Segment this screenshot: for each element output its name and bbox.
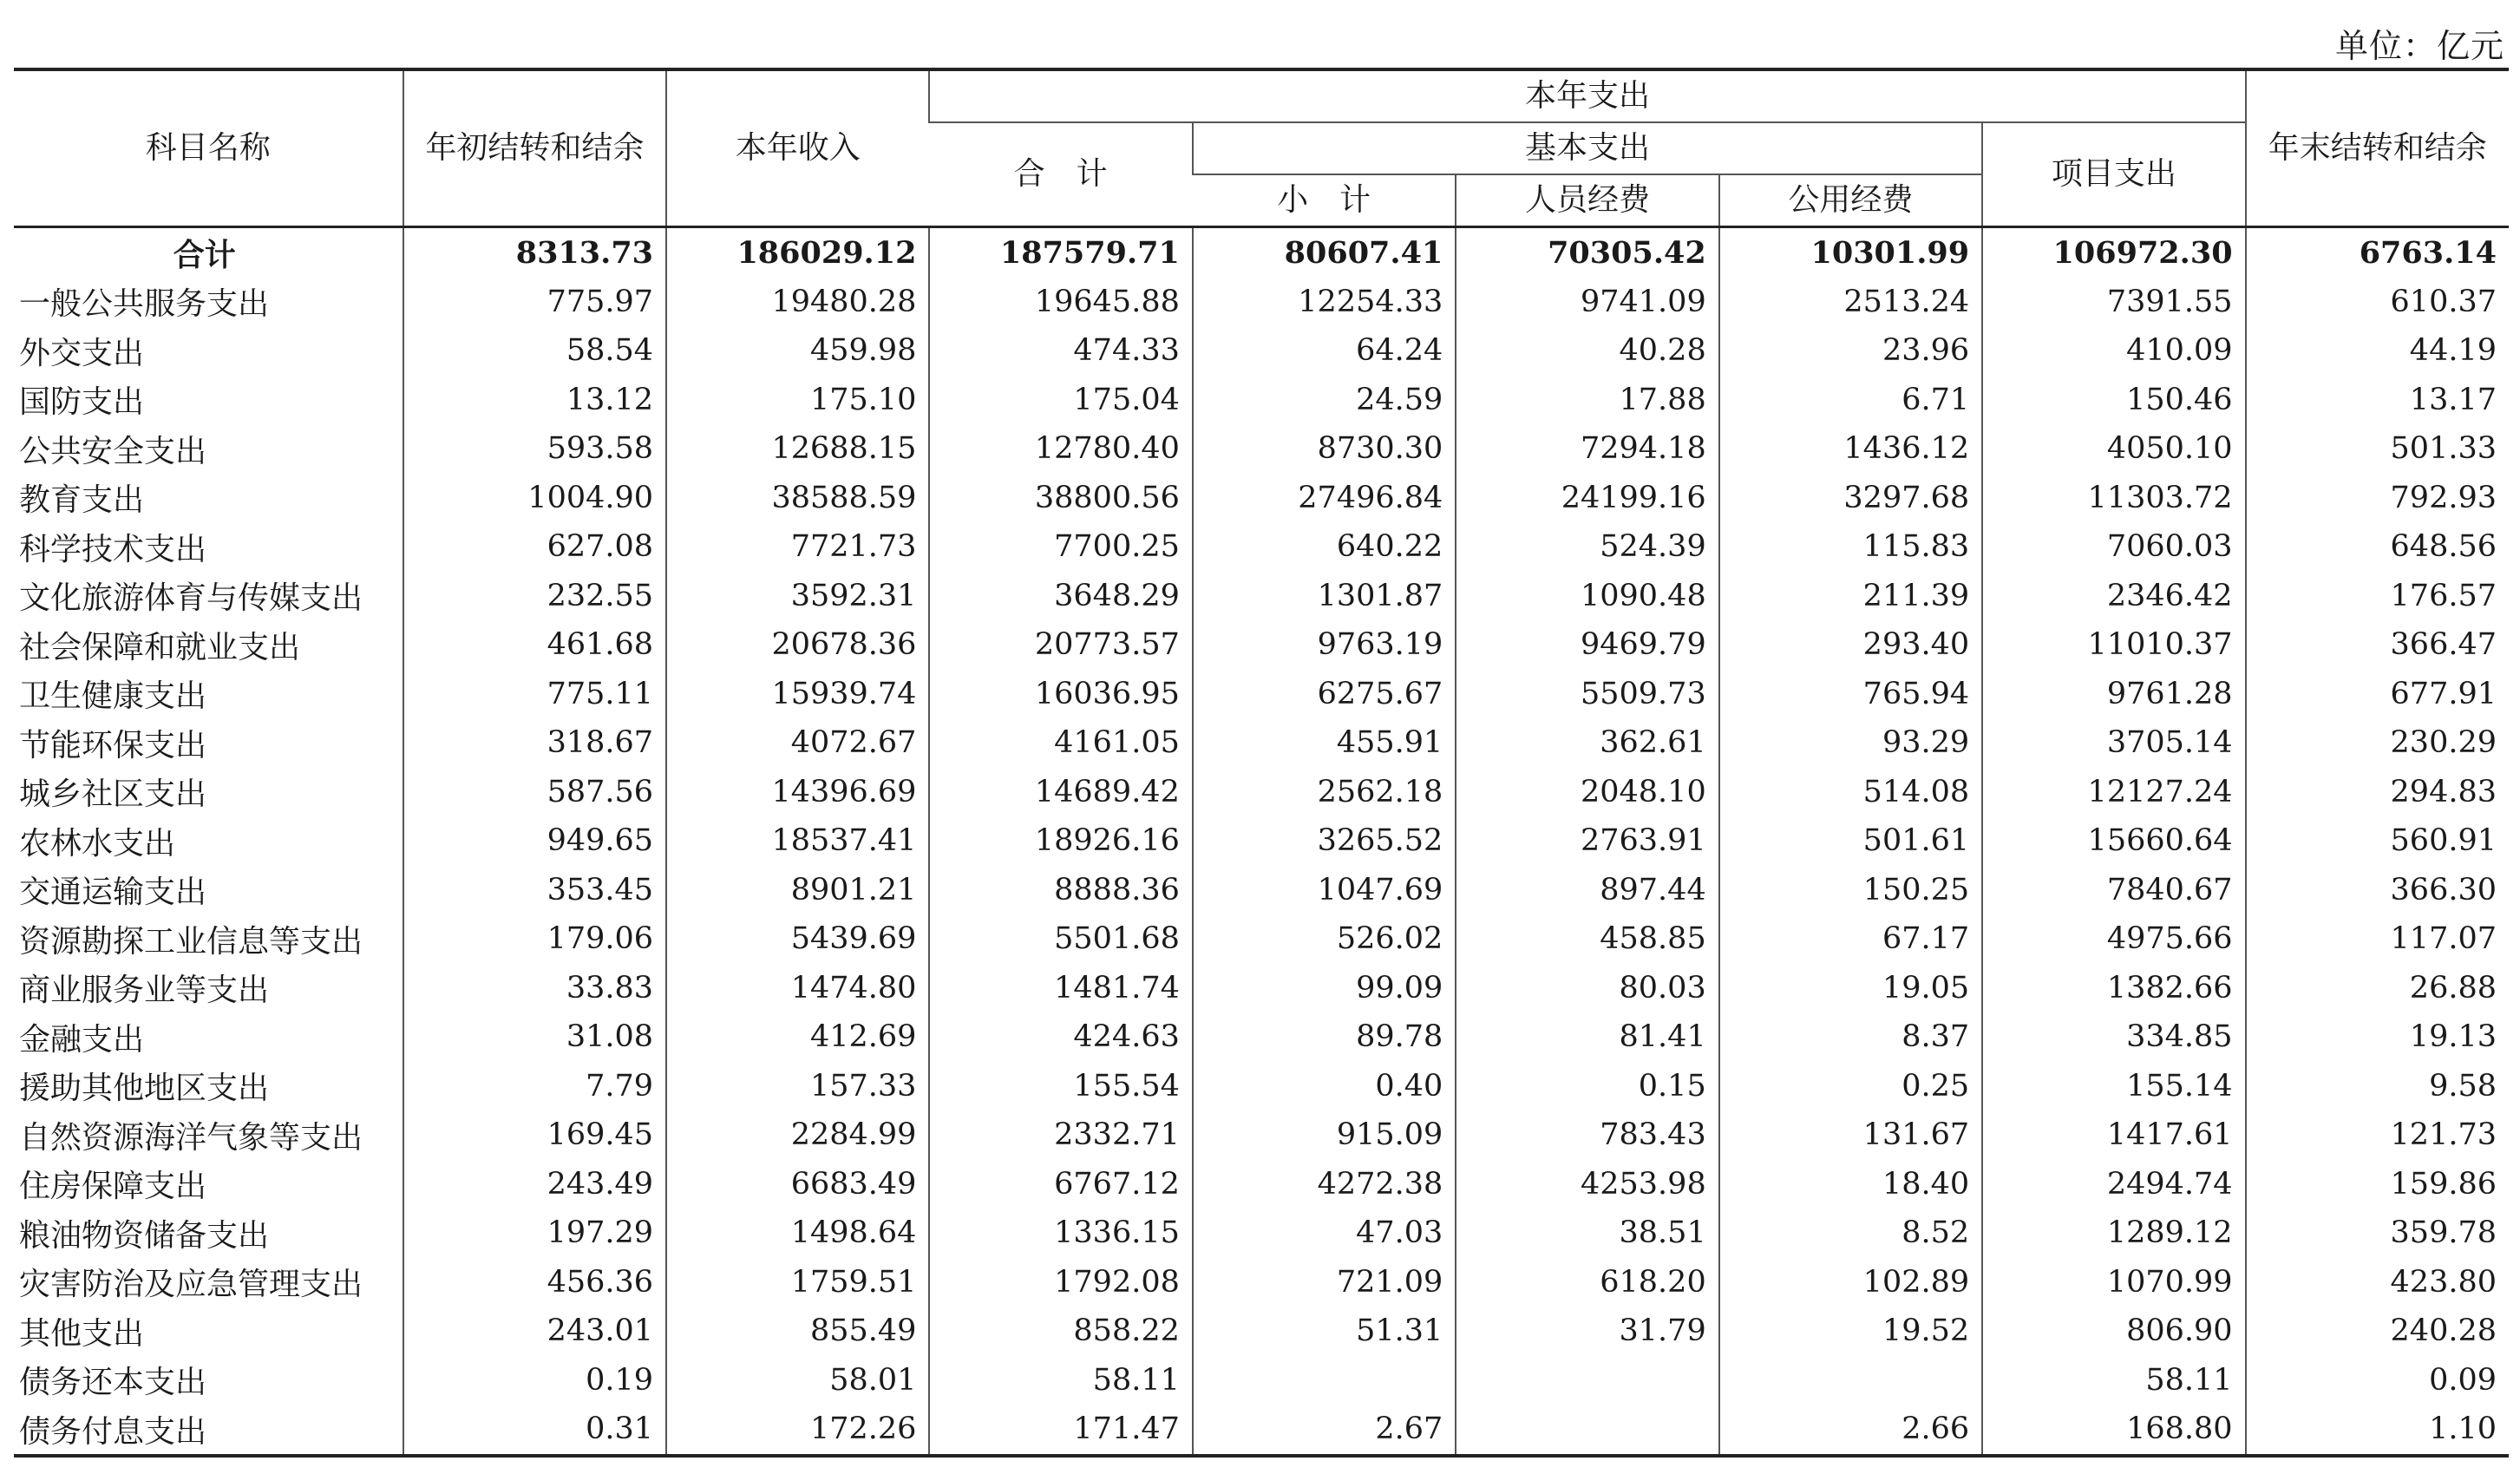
cell-subtotal: 27496.84 xyxy=(1193,474,1456,523)
cell-public: 19.52 xyxy=(1719,1307,1982,1356)
row-label: 金融支出 xyxy=(19,1021,145,1058)
cell-income: 1498.64 xyxy=(666,1209,929,1258)
cell-project: 9761.28 xyxy=(1982,670,2245,719)
cell-begin-balance: 1004.90 xyxy=(403,474,666,523)
cell-project: 3705.14 xyxy=(1982,718,2245,768)
cell-public: 102.89 xyxy=(1719,1258,1982,1307)
row-label: 其他支出 xyxy=(19,1315,145,1352)
cell-end-balance: 677.91 xyxy=(2246,670,2509,719)
table-row xyxy=(14,376,2509,425)
cell-public: 1436.12 xyxy=(1719,424,1982,474)
cell-personnel: 17.88 xyxy=(1456,376,1718,425)
cell-subtotal: 8730.30 xyxy=(1193,424,1456,474)
cell-begin-balance: 7.79 xyxy=(403,1062,666,1111)
cell-project: 2494.74 xyxy=(1982,1160,2245,1209)
cell-begin-balance: 33.83 xyxy=(403,964,666,1013)
cell-begin-balance: 179.06 xyxy=(403,914,666,964)
cell-subtotal: 0.40 xyxy=(1193,1062,1456,1111)
cell-subtotal: 1047.69 xyxy=(1193,866,1456,915)
cell-personnel: 4253.98 xyxy=(1456,1160,1718,1209)
cell-project: 15660.64 xyxy=(1982,816,2245,866)
cell-begin-balance: 775.97 xyxy=(403,278,666,327)
header-basic: 基本支出 xyxy=(1193,122,1982,174)
cell-begin-balance: 593.58 xyxy=(403,424,666,474)
cell-begin-balance: 243.01 xyxy=(403,1307,666,1356)
cell-income: 15939.74 xyxy=(666,670,929,719)
cell-begin-balance: 58.54 xyxy=(403,326,666,376)
header-total: 合 计 xyxy=(929,122,1192,227)
cell-begin-balance: 587.56 xyxy=(403,768,666,817)
cell-end-balance: 366.47 xyxy=(2246,620,2509,670)
cell-subtotal: 64.24 xyxy=(1193,326,1456,376)
cell-total: 5501.68 xyxy=(929,914,1192,964)
cell-begin-balance: 232.55 xyxy=(403,572,666,621)
cell-personnel: 31.79 xyxy=(1456,1307,1718,1356)
table-row xyxy=(14,1110,2509,1160)
cell-personnel: 9469.79 xyxy=(1456,620,1718,670)
cell-project: 4050.10 xyxy=(1982,424,2245,474)
row-label: 债务付息支出 xyxy=(14,1405,403,1456)
row-label: 外交支出 xyxy=(19,335,145,371)
table-body xyxy=(14,227,2509,1456)
unit-label: 单位：亿元 xyxy=(2334,27,2504,65)
cell-begin-balance: 461.68 xyxy=(403,620,666,670)
cell-end-balance: 423.80 xyxy=(2246,1258,2509,1307)
table-row xyxy=(14,718,2509,768)
cell-end-balance: 176.57 xyxy=(2246,572,2509,621)
cell-income: 1474.80 xyxy=(666,964,929,1013)
row-label: 一般公共服务支出 xyxy=(19,286,270,323)
cell-project: 1417.61 xyxy=(1982,1110,2245,1160)
table-row xyxy=(14,474,2509,523)
row-label: 节能环保支出 xyxy=(19,727,207,763)
cell-subtotal: 89.78 xyxy=(1193,1012,1456,1062)
cell-personnel: 80.03 xyxy=(1456,964,1718,1013)
cell-subtotal: 9763.19 xyxy=(1193,620,1456,670)
cell-total: 175.04 xyxy=(929,376,1192,425)
cell-income: 412.69 xyxy=(666,1012,929,1062)
cell-public: 293.40 xyxy=(1719,620,1982,670)
cell-public xyxy=(1719,1356,1982,1405)
cell-project: 168.80 xyxy=(1982,1405,2245,1456)
cell-total: 16036.95 xyxy=(929,670,1192,719)
cell-personnel: 2763.91 xyxy=(1456,816,1718,866)
row-label: 公共安全支出 xyxy=(19,433,207,469)
cell-end-balance: 44.19 xyxy=(2246,326,2509,376)
cell-end-balance: 26.88 xyxy=(2246,964,2509,1013)
cell-end-balance: 610.37 xyxy=(2246,278,2509,327)
cell-public: 0.25 xyxy=(1719,1062,1982,1111)
cell-personnel: 7294.18 xyxy=(1456,424,1718,474)
total-row xyxy=(14,227,2509,278)
cell-income: 459.98 xyxy=(666,326,929,376)
cell-total: 14689.42 xyxy=(929,768,1192,817)
cell-income: 7721.73 xyxy=(666,522,929,572)
cell-end-balance: 294.83 xyxy=(2246,768,2509,817)
cell-personnel: 524.39 xyxy=(1456,522,1718,572)
row-label: 教育支出 xyxy=(19,482,145,519)
row-label: 住房保障支出 xyxy=(19,1169,207,1205)
cell-project: 1289.12 xyxy=(1982,1209,2245,1258)
table-row xyxy=(14,572,2509,621)
cell-income: 6683.49 xyxy=(666,1160,929,1209)
row-label: 债务还本支出 xyxy=(19,1365,207,1401)
row-label: 合计 xyxy=(173,237,236,273)
cell-subtotal: 526.02 xyxy=(1193,914,1456,964)
cell-project: 11010.37 xyxy=(1982,620,2245,670)
cell-income: 14396.69 xyxy=(666,768,929,817)
cell-subtotal: 47.03 xyxy=(1193,1209,1456,1258)
cell-end-balance: 792.93 xyxy=(2246,474,2509,523)
cell-income: 18537.41 xyxy=(666,816,929,866)
table-row xyxy=(14,816,2509,866)
table-row xyxy=(14,1209,2509,1258)
cell-public: 93.29 xyxy=(1719,718,1982,768)
cell-public: 8.37 xyxy=(1719,1012,1982,1062)
cell-total: 18926.16 xyxy=(929,816,1192,866)
row-label: 城乡社区支出 xyxy=(19,776,207,813)
cell-project: 2346.42 xyxy=(1982,572,2245,621)
cell-begin-balance: 0.19 xyxy=(403,1356,666,1405)
cell-end-balance: 0.09 xyxy=(2246,1356,2509,1405)
cell-total: 1336.15 xyxy=(929,1209,1192,1258)
row-label: 文化旅游体育与传媒支出 xyxy=(19,580,363,617)
row-label: 科学技术支出 xyxy=(19,531,207,567)
cell-income: 8901.21 xyxy=(666,866,929,915)
cell-public: 765.94 xyxy=(1719,670,1982,719)
cell-project: 4975.66 xyxy=(1982,914,2245,964)
cell-total: 20773.57 xyxy=(929,620,1192,670)
cell-begin-balance: 353.45 xyxy=(403,866,666,915)
cell-subtotal: 455.91 xyxy=(1193,718,1456,768)
cell-project: 155.14 xyxy=(1982,1062,2245,1111)
cell-total: 155.54 xyxy=(929,1062,1192,1111)
cell-income: 1759.51 xyxy=(666,1258,929,1307)
cell-personnel: 5509.73 xyxy=(1456,670,1718,719)
row-label: 粮油物资储备支出 xyxy=(19,1217,270,1254)
cell-subtotal: 2.67 xyxy=(1193,1405,1456,1456)
cell-project: 58.11 xyxy=(1982,1356,2245,1405)
cell-personnel: 0.15 xyxy=(1456,1062,1718,1111)
cell-income: 186029.12 xyxy=(666,227,929,278)
cell-project: 11303.72 xyxy=(1982,474,2245,523)
cell-begin-balance: 456.36 xyxy=(403,1258,666,1307)
cell-public: 115.83 xyxy=(1719,522,1982,572)
cell-total: 474.33 xyxy=(929,326,1192,376)
row-label: 自然资源海洋气象等支出 xyxy=(19,1119,363,1156)
table-row xyxy=(14,278,2509,327)
cell-begin-balance: 627.08 xyxy=(403,522,666,572)
table-row xyxy=(14,1258,2509,1307)
header-project: 项目支出 xyxy=(1982,122,2245,227)
cell-personnel: 24199.16 xyxy=(1456,474,1718,523)
table-row xyxy=(14,768,2509,817)
cell-public: 19.05 xyxy=(1719,964,1982,1013)
cell-total: 2332.71 xyxy=(929,1110,1192,1160)
cell-income: 157.33 xyxy=(666,1062,929,1111)
cell-project: 806.90 xyxy=(1982,1307,2245,1356)
cell-subtotal: 99.09 xyxy=(1193,964,1456,1013)
cell-subtotal: 4272.38 xyxy=(1193,1160,1456,1209)
cell-personnel: 38.51 xyxy=(1456,1209,1718,1258)
cell-project: 7840.67 xyxy=(1982,866,2245,915)
cell-project: 12127.24 xyxy=(1982,768,2245,817)
cell-income: 855.49 xyxy=(666,1307,929,1356)
table-row xyxy=(14,1160,2509,1209)
table-row xyxy=(14,670,2509,719)
cell-public: 8.52 xyxy=(1719,1209,1982,1258)
cell-end-balance: 121.73 xyxy=(2246,1110,2509,1160)
cell-project: 1382.66 xyxy=(1982,964,2245,1013)
cell-end-balance: 560.91 xyxy=(2246,816,2509,866)
table-row xyxy=(14,424,2509,474)
cell-end-balance: 240.28 xyxy=(2246,1307,2509,1356)
table-row xyxy=(14,1062,2509,1111)
cell-total: 1481.74 xyxy=(929,964,1192,1013)
row-label: 灾害防治及应急管理支出 xyxy=(19,1267,363,1303)
table-row xyxy=(14,1405,2509,1456)
cell-total: 187579.71 xyxy=(929,227,1192,278)
cell-public: 3297.68 xyxy=(1719,474,1982,523)
row-label: 商业服务业等支出 xyxy=(19,973,270,1009)
cell-project: 106972.30 xyxy=(1982,227,2245,278)
cell-begin-balance: 197.29 xyxy=(403,1209,666,1258)
cell-end-balance: 230.29 xyxy=(2246,718,2509,768)
cell-personnel: 1090.48 xyxy=(1456,572,1718,621)
cell-income: 12688.15 xyxy=(666,424,929,474)
cell-public: 2513.24 xyxy=(1719,278,1982,327)
cell-project: 7391.55 xyxy=(1982,278,2245,327)
row-label: 卫生健康支出 xyxy=(19,678,207,715)
cell-personnel: 40.28 xyxy=(1456,326,1718,376)
cell-begin-balance: 949.65 xyxy=(403,816,666,866)
cell-subtotal: 6275.67 xyxy=(1193,670,1456,719)
cell-end-balance: 159.86 xyxy=(2246,1160,2509,1209)
cell-public: 67.17 xyxy=(1719,914,1982,964)
cell-income: 5439.69 xyxy=(666,914,929,964)
cell-begin-balance: 243.49 xyxy=(403,1160,666,1209)
cell-project: 1070.99 xyxy=(1982,1258,2245,1307)
cell-personnel xyxy=(1456,1405,1718,1456)
table-row xyxy=(14,1012,2509,1062)
cell-income: 2284.99 xyxy=(666,1110,929,1160)
cell-total: 4161.05 xyxy=(929,718,1192,768)
cell-personnel: 2048.10 xyxy=(1456,768,1718,817)
cell-total: 38800.56 xyxy=(929,474,1192,523)
cell-begin-balance: 13.12 xyxy=(403,376,666,425)
table-row xyxy=(14,1307,2509,1356)
cell-subtotal: 12254.33 xyxy=(1193,278,1456,327)
cell-begin-balance: 31.08 xyxy=(403,1012,666,1062)
cell-total: 19645.88 xyxy=(929,278,1192,327)
cell-total: 7700.25 xyxy=(929,522,1192,572)
cell-subtotal: 24.59 xyxy=(1193,376,1456,425)
table-row xyxy=(14,620,2509,670)
cell-income: 58.01 xyxy=(666,1356,929,1405)
cell-total: 12780.40 xyxy=(929,424,1192,474)
cell-subtotal: 721.09 xyxy=(1193,1258,1456,1307)
cell-personnel: 81.41 xyxy=(1456,1012,1718,1062)
cell-end-balance: 13.17 xyxy=(2246,376,2509,425)
cell-end-balance: 19.13 xyxy=(2246,1012,2509,1062)
cell-project: 7060.03 xyxy=(1982,522,2245,572)
cell-subtotal: 1301.87 xyxy=(1193,572,1456,621)
cell-income: 175.10 xyxy=(666,376,929,425)
cell-subtotal xyxy=(1193,1356,1456,1405)
cell-income: 172.26 xyxy=(666,1405,929,1456)
cell-project: 150.46 xyxy=(1982,376,2245,425)
cell-public: 501.61 xyxy=(1719,816,1982,866)
cell-public: 2.66 xyxy=(1719,1405,1982,1456)
cell-end-balance: 117.07 xyxy=(2246,914,2509,964)
cell-public: 6.71 xyxy=(1719,376,1982,425)
header-subject: 科目名称 xyxy=(14,69,403,227)
row-label: 农林水支出 xyxy=(19,825,176,861)
cell-total: 58.11 xyxy=(929,1356,1192,1405)
cell-public: 211.39 xyxy=(1719,572,1982,621)
cell-personnel: 618.20 xyxy=(1456,1258,1718,1307)
cell-end-balance: 359.78 xyxy=(2246,1209,2509,1258)
cell-total: 424.63 xyxy=(929,1012,1192,1062)
cell-subtotal: 640.22 xyxy=(1193,522,1456,572)
row-label: 援助其他地区支出 xyxy=(19,1071,270,1107)
header-income: 本年收入 xyxy=(666,69,929,227)
cell-project: 410.09 xyxy=(1982,326,2245,376)
cell-total: 171.47 xyxy=(929,1405,1192,1456)
cell-personnel: 70305.42 xyxy=(1456,227,1718,278)
cell-subtotal: 915.09 xyxy=(1193,1110,1456,1160)
cell-personnel: 897.44 xyxy=(1456,866,1718,915)
table-row xyxy=(14,326,2509,376)
header-begin-balance: 年初结转和结余 xyxy=(403,69,666,227)
header-personnel: 人员经费 xyxy=(1456,174,1718,227)
cell-begin-balance: 318.67 xyxy=(403,718,666,768)
cell-public: 23.96 xyxy=(1719,326,1982,376)
cell-subtotal: 3265.52 xyxy=(1193,816,1456,866)
header-end-balance: 年末结转和结余 xyxy=(2246,69,2509,227)
cell-project: 334.85 xyxy=(1982,1012,2245,1062)
row-label: 国防支出 xyxy=(19,384,145,421)
header-expenditure: 本年支出 xyxy=(929,69,2245,122)
table-row xyxy=(14,914,2509,964)
header-subtotal: 小 计 xyxy=(1193,174,1456,227)
cell-subtotal: 51.31 xyxy=(1193,1307,1456,1356)
cell-subtotal: 80607.41 xyxy=(1193,227,1456,278)
cell-begin-balance: 0.31 xyxy=(403,1405,666,1456)
table-header xyxy=(14,69,2509,227)
cell-begin-balance: 169.45 xyxy=(403,1110,666,1160)
cell-income: 38588.59 xyxy=(666,474,929,523)
cell-total: 6767.12 xyxy=(929,1160,1192,1209)
cell-end-balance: 366.30 xyxy=(2246,866,2509,915)
expenditure-table xyxy=(14,68,2509,1458)
header-public: 公用经费 xyxy=(1719,174,1982,227)
row-label: 资源勘探工业信息等支出 xyxy=(19,923,363,960)
cell-income: 4072.67 xyxy=(666,718,929,768)
cell-public: 150.25 xyxy=(1719,866,1982,915)
cell-total: 3648.29 xyxy=(929,572,1192,621)
cell-public: 131.67 xyxy=(1719,1110,1982,1160)
cell-total: 858.22 xyxy=(929,1307,1192,1356)
cell-subtotal: 2562.18 xyxy=(1193,768,1456,817)
table-row xyxy=(14,1356,2509,1405)
table-row xyxy=(14,866,2509,915)
cell-income: 20678.36 xyxy=(666,620,929,670)
row-label: 交通运输支出 xyxy=(19,875,207,911)
cell-public: 10301.99 xyxy=(1719,227,1982,278)
cell-income: 19480.28 xyxy=(666,278,929,327)
cell-end-balance: 501.33 xyxy=(2246,424,2509,474)
cell-end-balance: 648.56 xyxy=(2246,522,2509,572)
cell-income: 3592.31 xyxy=(666,572,929,621)
cell-begin-balance: 775.11 xyxy=(403,670,666,719)
table-row xyxy=(14,964,2509,1013)
cell-total: 1792.08 xyxy=(929,1258,1192,1307)
cell-personnel: 362.61 xyxy=(1456,718,1718,768)
cell-public: 514.08 xyxy=(1719,768,1982,817)
cell-personnel: 458.85 xyxy=(1456,914,1718,964)
cell-end-balance: 9.58 xyxy=(2246,1062,2509,1111)
cell-personnel: 9741.09 xyxy=(1456,278,1718,327)
cell-total: 8888.36 xyxy=(929,866,1192,915)
cell-begin-balance: 8313.73 xyxy=(403,227,666,278)
cell-end-balance: 1.10 xyxy=(2246,1405,2509,1456)
cell-personnel: 783.43 xyxy=(1456,1110,1718,1160)
cell-public: 18.40 xyxy=(1719,1160,1982,1209)
table-row xyxy=(14,522,2509,572)
cell-personnel xyxy=(1456,1356,1718,1405)
row-label: 社会保障和就业支出 xyxy=(19,629,301,665)
cell-end-balance: 6763.14 xyxy=(2246,227,2509,278)
